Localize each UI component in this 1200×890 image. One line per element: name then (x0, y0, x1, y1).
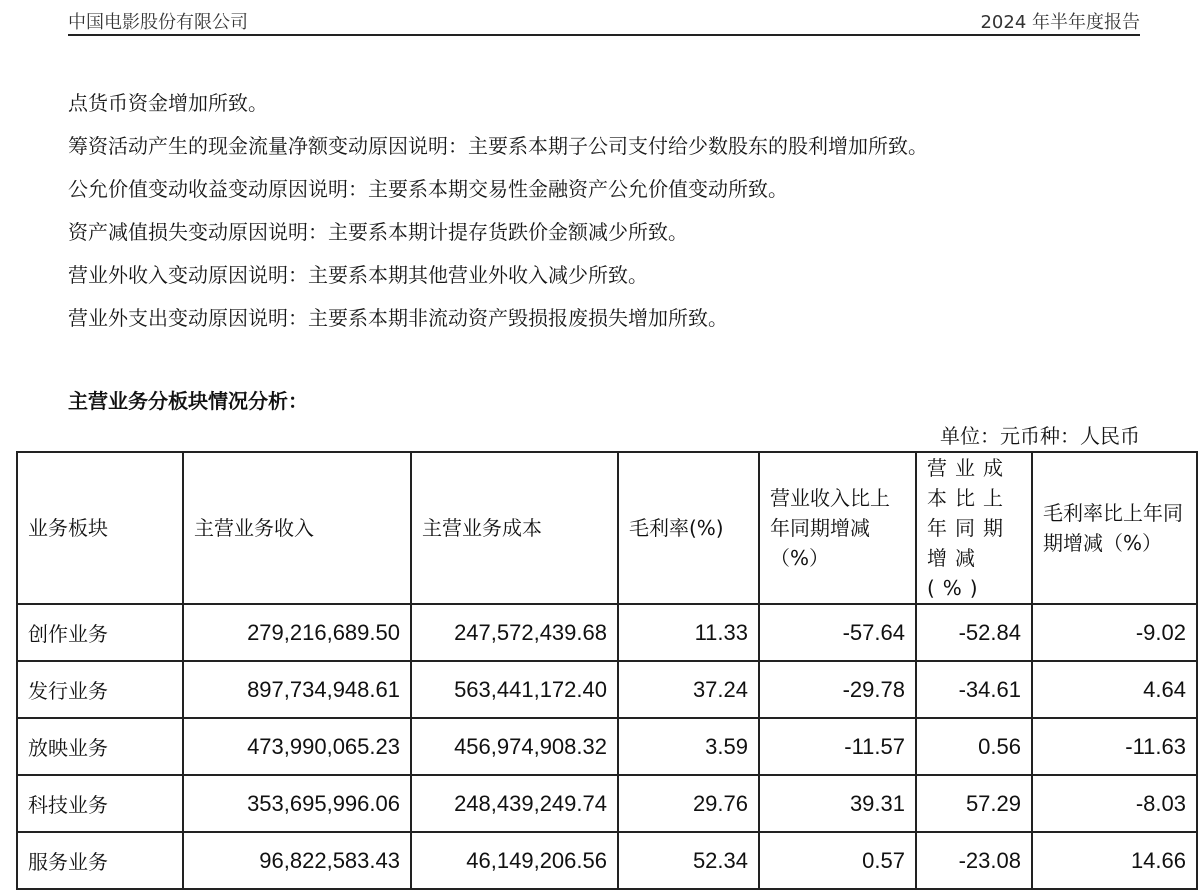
cell-cost-change: 57.29 (916, 775, 1032, 832)
cell-revenue: 279,216,689.50 (183, 604, 411, 661)
section-title: 主营业务分板块情况分析： (68, 389, 308, 413)
cell-cost: 563,441,172.40 (411, 661, 618, 718)
cell-gross-margin: 29.76 (618, 775, 759, 832)
table-row (17, 832, 1197, 889)
header-revenue: 主营业务收入 (183, 452, 411, 604)
cell-gross-margin: 37.24 (618, 661, 759, 718)
paragraph: 资产减值损失变动原因说明：主要系本期计提存货跌价金额减少所致。 (68, 220, 688, 244)
cell-revenue: 473,990,065.23 (183, 718, 411, 775)
company-name: 中国电影股份有限公司 (68, 12, 248, 33)
cell-cost-change: -34.61 (916, 661, 1032, 718)
table-row (17, 661, 1197, 718)
cell-margin-change: -9.02 (1032, 604, 1197, 661)
cell-revenue-change: -29.78 (759, 661, 916, 718)
paragraph: 点货币资金增加所致。 (68, 91, 268, 115)
paragraph: 营业外支出变动原因说明：主要系本期非流动资产毁损报废损失增加所致。 (68, 306, 728, 330)
segment-table (16, 451, 1198, 890)
cell-gross-margin: 11.33 (618, 604, 759, 661)
cell-margin-change: 14.66 (1032, 832, 1197, 889)
cell-revenue: 353,695,996.06 (183, 775, 411, 832)
cell-revenue-change: 39.31 (759, 775, 916, 832)
header-segment: 业务板块 (17, 452, 183, 604)
cell-gross-margin: 52.34 (618, 832, 759, 889)
cell-cost-change: -23.08 (916, 832, 1032, 889)
header-cost: 主营业务成本 (411, 452, 618, 604)
cell-segment: 创作业务 (17, 604, 183, 661)
report-title: 2024 年半年度报告 (980, 12, 1140, 33)
header-revenue-change: 营业收入比上年同期增减（%） (759, 452, 916, 604)
header-cost-change: 营业成本比上年同期增减(%) (916, 452, 1032, 604)
cell-cost: 456,974,908.32 (411, 718, 618, 775)
cell-cost-change: -52.84 (916, 604, 1032, 661)
paragraph: 公允价值变动收益变动原因说明：主要系本期交易性金融资产公允价值变动所致。 (68, 177, 788, 201)
cell-cost: 247,572,439.68 (411, 604, 618, 661)
cell-margin-change: 4.64 (1032, 661, 1197, 718)
cell-cost: 46,149,206.56 (411, 832, 618, 889)
header-gross-margin: 毛利率(%) (618, 452, 759, 604)
cell-cost: 248,439,249.74 (411, 775, 618, 832)
cell-gross-margin: 3.59 (618, 718, 759, 775)
cell-revenue: 96,822,583.43 (183, 832, 411, 889)
cell-revenue-change: -57.64 (759, 604, 916, 661)
cell-segment: 发行业务 (17, 661, 183, 718)
paragraph: 筹资活动产生的现金流量净额变动原因说明：主要系本期子公司支付给少数股东的股利增加所致。 (68, 134, 928, 158)
table-header-row (17, 452, 1197, 604)
paragraph: 营业外收入变动原因说明：主要系本期其他营业外收入减少所致。 (68, 263, 648, 287)
cell-segment: 科技业务 (17, 775, 183, 832)
page-header (68, 0, 1140, 36)
table-row (17, 718, 1197, 775)
table-row (17, 604, 1197, 661)
cell-segment: 放映业务 (17, 718, 183, 775)
cell-segment: 服务业务 (17, 832, 183, 889)
cell-revenue-change: 0.57 (759, 832, 916, 889)
table-row (17, 775, 1197, 832)
cell-revenue-change: -11.57 (759, 718, 916, 775)
header-margin-change: 毛利率比上年同期增减（%） (1032, 452, 1197, 604)
cell-margin-change: -8.03 (1032, 775, 1197, 832)
cell-cost-change: 0.56 (916, 718, 1032, 775)
cell-revenue: 897,734,948.61 (183, 661, 411, 718)
unit-note: 单位：元币种：人民币 (940, 424, 1140, 448)
cell-margin-change: -11.63 (1032, 718, 1197, 775)
